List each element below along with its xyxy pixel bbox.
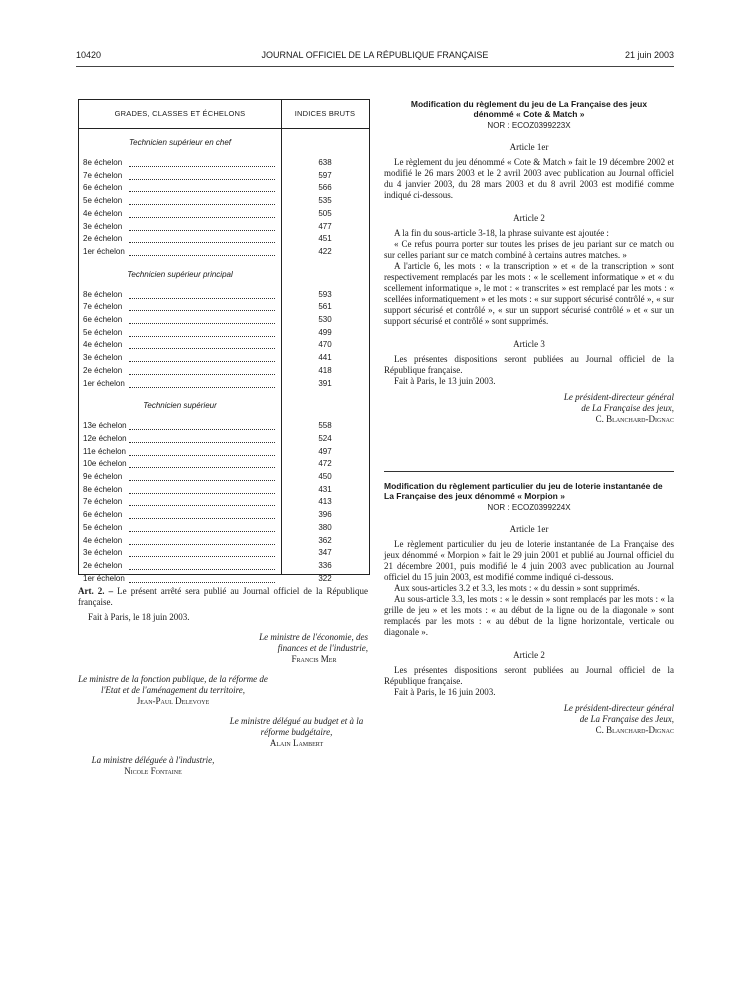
decree-cote-match — [384, 99, 674, 425]
decree-title: Modification du règlement du jeu de La Française des jeux dénommé « Cote & Match » — [410, 99, 648, 119]
indice-value: 566 — [318, 183, 332, 193]
article-2 — [78, 586, 368, 608]
echelon-label: 2e échelon — [83, 365, 123, 375]
article-text: A l'article 6, les mots : « la transcription » et « de la transcription » sont respectivement remplacés par les mots : « le scellement informatique » et « du scellement informatique », le mot : « transcrites » est remplacé par les mots : « scellées informatiquement » et les mots : « sur support sécurisé contrôlé », « sur support sécurisé et contrôlé », « sur un support sécurisé contrôlé » et « sur un support sécurisé et contrôlé » sont supprimés. — [384, 261, 674, 326]
indices-table — [78, 99, 370, 583]
table-row — [79, 302, 369, 314]
table-row — [79, 171, 369, 183]
signatory-title: de La Française des jeux, — [581, 403, 674, 413]
echelon-label: 7e échelon — [83, 170, 123, 180]
dot-leader — [129, 323, 275, 324]
nor-reference: NOR : ECOZ0399224X — [487, 503, 571, 512]
echelon-label: 12e échelon — [83, 433, 127, 443]
signatory-title: Le ministre de l'économie, des finances et de l'industrie, — [259, 632, 368, 653]
echelon-label: 6e échelon — [83, 510, 123, 520]
dot-leader — [129, 480, 275, 481]
signatory-title: Le président-directeur général — [563, 703, 674, 713]
indice-value: 431 — [318, 484, 332, 494]
table-row — [79, 340, 369, 352]
table-row — [79, 459, 369, 471]
echelon-label: 7e échelon — [83, 497, 123, 507]
echelon-label: 1er échelon — [83, 573, 125, 583]
dot-leader — [129, 255, 275, 256]
indice-value: 597 — [318, 170, 332, 180]
table-row — [79, 536, 369, 548]
echelon-label: 6e échelon — [83, 183, 123, 193]
indice-value: 499 — [318, 327, 332, 337]
decree-morpion — [384, 481, 674, 736]
indice-value: 472 — [318, 459, 332, 469]
dot-leader — [129, 204, 275, 205]
indice-value: 477 — [318, 221, 332, 231]
table-row — [79, 497, 369, 509]
signatory-name: Jean-Paul Delevoye — [136, 696, 210, 706]
dot-leader — [129, 569, 275, 570]
signatory-economy — [230, 632, 368, 665]
indice-value: 561 — [318, 302, 332, 312]
indice-value: 450 — [318, 472, 332, 481]
nor-reference: NOR : ECOZ0399223X — [487, 121, 571, 130]
echelon-label: 2e échelon — [83, 560, 123, 570]
signatory-name: C. Blanchard-Dignac — [595, 725, 674, 735]
header-separator — [79, 128, 369, 129]
done-at: Fait à Paris, le 13 juin 2003. — [394, 376, 496, 386]
indice-value: 638 — [318, 158, 332, 167]
dot-leader — [129, 361, 275, 362]
echelon-label: 5e échelon — [83, 522, 123, 532]
section-title: Technicien supérieur en chef — [129, 138, 231, 147]
section-title: Technicien supérieur principal — [127, 269, 233, 279]
dot-leader — [129, 493, 275, 494]
indice-value: 347 — [318, 548, 332, 558]
dot-leader — [129, 544, 275, 545]
table-row — [79, 234, 369, 246]
done-at: Fait à Paris, le 18 juin 2003. — [88, 612, 190, 622]
dot-leader — [129, 442, 275, 443]
table-row — [79, 290, 369, 302]
table-row — [79, 379, 369, 391]
journal-title: JOURNAL OFFICIEL DE LA RÉPUBLIQUE FRANÇAISE — [261, 50, 489, 60]
echelon-label: 4e échelon — [83, 208, 123, 218]
table-row — [79, 561, 369, 573]
signatory-name: C. Blanchard-Dignac — [595, 414, 674, 424]
decree-title: Modification du règlement particulier du jeu de loterie instantanée de La Française des jeux dénommé « Morpion » — [384, 481, 663, 501]
table-row — [79, 209, 369, 221]
echelon-label: 3e échelon — [83, 548, 123, 558]
done-at: Fait à Paris, le 16 juin 2003. — [394, 687, 496, 697]
indice-value: 380 — [318, 522, 332, 532]
indice-value: 322 — [318, 573, 332, 583]
indice-value: 441 — [318, 353, 332, 363]
echelon-label: 4e échelon — [83, 340, 123, 350]
dot-leader — [129, 179, 275, 180]
page-header — [76, 50, 674, 64]
article-text: Le règlement particulier du jeu de loterie instantanée de La Française des jeux dénommé « Morpion » fait le 29 juin 2001 et publié au Journal officiel du 21 décembre 2001, puis modifié le 4 juin 2003 avec publication au Journal officiel du 15 juin 2003, est modifié comme indiqué ci-dessous. — [384, 539, 674, 582]
column-header-indices: INDICES BRUTS — [294, 109, 356, 118]
column-header-grades: GRADES, CLASSES ET ÉCHELONS — [114, 109, 246, 118]
echelon-label: 13e échelon — [83, 421, 127, 431]
table-row — [79, 315, 369, 327]
dot-leader — [129, 191, 275, 192]
indice-value: 524 — [318, 433, 332, 443]
signatory-fonction-publique — [78, 674, 268, 707]
echelon-label: 2e échelon — [83, 234, 123, 244]
echelon-label: 7e échelon — [83, 302, 123, 312]
signatory-title: Le ministre de la fonction publique, de la réforme de l'Etat et de l'aménagement du territoire, — [78, 674, 268, 695]
dot-leader — [129, 518, 275, 519]
article-heading: Article 1er — [509, 142, 549, 152]
echelon-label: 11e échelon — [83, 446, 126, 456]
article-text: Les présentes dispositions seront publiées au Journal officiel de la République française. — [384, 665, 674, 686]
article-text: Le règlement du jeu dénommé « Cote & Match » fait le 19 décembre 2002 et modifié le 26 mars 2003 et le 2 avril 2003 avec publication au Journal officiel du 4 janvier 2003, du 28 mars 2003 et du 8 avril 2003 est modifié comme indiqué ci-dessous. — [384, 157, 674, 200]
dot-leader — [129, 242, 275, 243]
echelon-label: 8e échelon — [83, 484, 123, 494]
table-row — [79, 485, 369, 497]
table-row — [79, 574, 369, 586]
signatory-title: de La Française des Jeux, — [579, 714, 674, 724]
table-row — [79, 222, 369, 234]
table-row — [79, 328, 369, 340]
table-row — [79, 183, 369, 195]
indice-value: 362 — [318, 535, 332, 545]
echelon-label: 9e échelon — [83, 472, 123, 481]
dot-leader — [129, 429, 275, 430]
echelon-label: 5e échelon — [83, 196, 123, 206]
dot-leader — [129, 348, 275, 349]
issue-date: 21 juin 2003 — [624, 50, 674, 60]
table-row — [79, 447, 369, 459]
article-text: Aux sous-articles 3.2 et 3.3, les mots : « du dessin » sont supprimés. — [394, 583, 640, 593]
dot-leader — [129, 387, 275, 388]
indice-value: 530 — [318, 315, 332, 324]
indice-value: 413 — [318, 497, 332, 507]
indice-value: 535 — [318, 196, 332, 206]
echelon-label: 10e échelon — [83, 459, 127, 469]
indice-value: 391 — [318, 378, 332, 388]
table-row — [79, 353, 369, 365]
table-row — [79, 196, 369, 208]
echelon-label: 8e échelon — [83, 158, 123, 167]
echelon-label: 1er échelon — [83, 378, 125, 388]
dot-leader — [129, 455, 275, 456]
signatory-title: Le ministre délégué au budget et à la réforme budgétaire, — [229, 716, 364, 737]
indice-value: 470 — [318, 340, 332, 350]
echelon-label: 3e échelon — [83, 353, 123, 363]
dot-leader — [129, 336, 275, 337]
table-row — [79, 548, 369, 560]
echelon-label: 1er échelon — [83, 246, 125, 256]
indice-value: 505 — [318, 208, 332, 218]
indice-value: 497 — [318, 446, 332, 456]
table-row — [79, 434, 369, 446]
dot-leader — [129, 230, 275, 231]
article-label: Art. 2. – — [78, 586, 114, 596]
indice-value: 451 — [318, 234, 332, 244]
article-heading: Article 3 — [513, 339, 545, 349]
dot-leader — [129, 166, 275, 167]
signatory-name: Francis Mer — [291, 654, 337, 664]
table-row — [79, 366, 369, 378]
dot-leader — [129, 310, 275, 311]
dot-leader — [129, 374, 275, 375]
signatory-name: Nicole Fontaine — [124, 766, 182, 776]
signature-block — [384, 703, 674, 736]
table-row — [79, 510, 369, 522]
table-row — [79, 247, 369, 259]
dot-leader — [129, 298, 275, 299]
echelon-label: 8e échelon — [83, 289, 123, 299]
header-rule — [76, 66, 674, 67]
indice-value: 336 — [318, 560, 332, 570]
indice-value: 422 — [318, 246, 332, 256]
signatory-name: Alain Lambert — [269, 738, 324, 748]
indice-value: 593 — [318, 289, 332, 299]
article-text: Au sous-article 3.3, les mots : « le dessin » sont remplacés par les mots : « la grille de jeu » et les mots : « au début de la ligne ou de la diagonale » sont remplacés par les mots : « au début de la ligne horizontale, verticale ou diagonale ». — [384, 594, 674, 637]
article-text: « Ce refus pourra porter sur toutes les prises de jeu pariant sur ce match ou sur celles pariant sur ce match combiné à certains autres matches. » — [384, 239, 674, 260]
echelon-label: 3e échelon — [83, 221, 123, 231]
table-row — [79, 523, 369, 535]
article-heading: Article 2 — [513, 213, 545, 223]
section-title: Technicien supérieur — [143, 401, 217, 411]
dot-leader — [129, 217, 275, 218]
echelon-label: 4e échelon — [83, 535, 123, 545]
dot-leader — [129, 531, 275, 532]
article-text: Le présent arrêté sera publié au Journal officiel de la République française. — [78, 586, 368, 607]
dot-leader — [129, 505, 275, 506]
table-row — [79, 421, 369, 433]
article-heading: Article 2 — [513, 650, 545, 660]
signatory-title: Le président-directeur général — [563, 392, 674, 402]
dot-leader — [129, 556, 275, 557]
page-number: 10420 — [76, 50, 102, 60]
echelon-label: 6e échelon — [83, 315, 123, 324]
indice-value: 558 — [318, 421, 332, 431]
indice-value: 418 — [318, 365, 332, 375]
table-row — [79, 158, 369, 170]
echelon-label: 5e échelon — [83, 327, 123, 337]
table-row — [79, 472, 369, 484]
signatory-industrie — [78, 755, 228, 777]
signatory-title: La ministre déléguée à l'industrie, — [91, 755, 215, 765]
dot-leader — [129, 582, 275, 583]
article-text: Les présentes dispositions seront publiées au Journal officiel de la République française. — [384, 354, 674, 375]
dot-leader — [129, 467, 275, 468]
article-text: A la fin du sous-article 3-18, la phrase suivante est ajoutée : — [394, 228, 609, 238]
decree-separator — [384, 471, 674, 472]
signatory-budget — [225, 716, 368, 749]
indice-value: 396 — [318, 510, 332, 520]
article-heading: Article 1er — [509, 524, 549, 534]
signature-block — [384, 392, 674, 425]
